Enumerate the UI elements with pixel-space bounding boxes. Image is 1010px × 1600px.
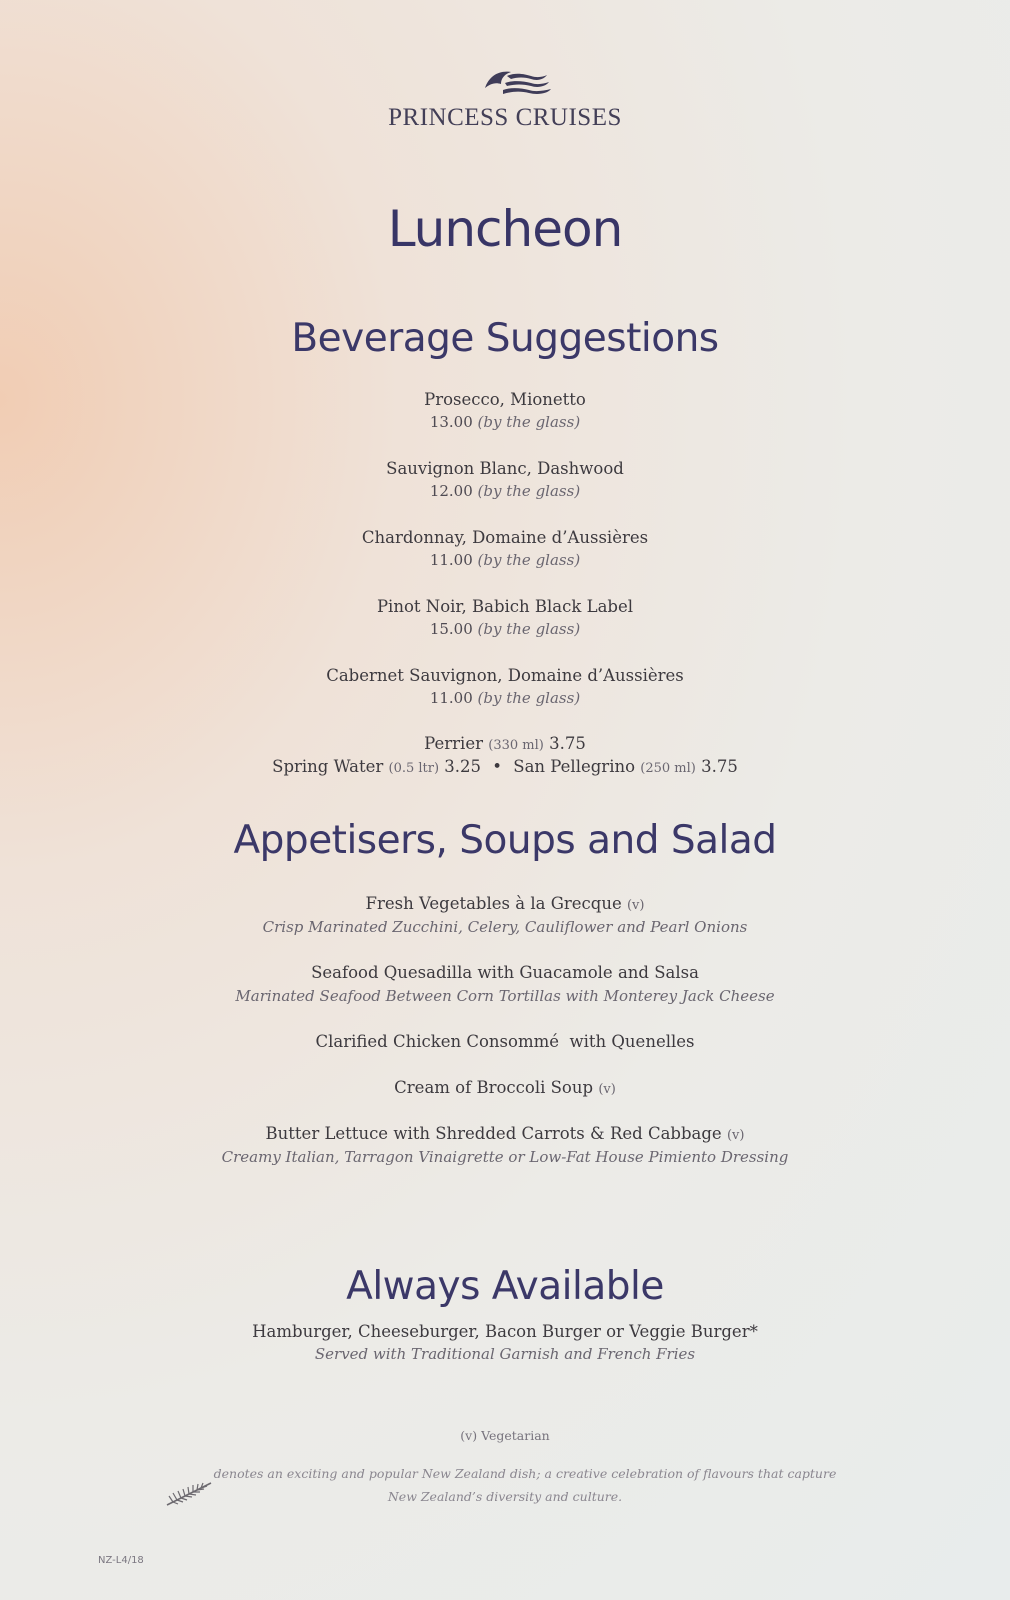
perrier-line — [0, 734, 1010, 753]
wine-price-line — [0, 482, 1010, 500]
wine-price: 11.00 — [429, 551, 473, 569]
vegetarian-legend: (v) Vegetarian — [460, 1428, 550, 1443]
dish-description: Creamy Italian, Tarragon Vinaigrette or Low-Fat House Pimiento Dressing — [221, 1148, 789, 1166]
wine-price-line — [0, 620, 1010, 638]
wine-serving-note: (by the glass) — [477, 620, 581, 638]
dish-name — [0, 1032, 1010, 1051]
vegetarian-mark: (v) — [726, 1128, 745, 1143]
wine-name: Pinot Noir, Babich Black Label — [376, 597, 634, 616]
wine-name: Sauvignon Blanc, Dashwood — [386, 459, 624, 478]
dish-description: Served with Traditional Garnish and French Fries — [314, 1345, 696, 1363]
water-name: Spring Water — [272, 757, 384, 776]
dish-title: Hamburger, Cheeseburger, Bacon Burger or Veggie Burger* — [252, 1322, 758, 1341]
water-size: (250 ml) — [640, 761, 696, 776]
water-name: Perrier — [424, 734, 483, 753]
dish-description: Marinated Seafood Between Corn Tortillas with Monterey Jack Cheese — [235, 987, 775, 1005]
fern-note-line: denotes an exciting and popular New Zealand dish; a creative celebration of flavours that capture — [213, 1466, 837, 1481]
always-available-heading: Always Available — [346, 1264, 664, 1309]
dish-title: Seafood Quesadilla with Guacamole and Salsa — [311, 963, 699, 982]
water-line — [0, 757, 1010, 776]
appetisers-heading: Appetisers, Soups and Salad — [233, 818, 777, 863]
water-price: 3.75 — [549, 734, 586, 753]
wine-price-line — [0, 551, 1010, 569]
water-price: 3.75 — [701, 757, 738, 776]
wine-serving-note: (by the glass) — [477, 551, 581, 569]
dish-name — [0, 1124, 1010, 1143]
vegetarian-mark: (v) — [598, 1082, 616, 1097]
dish-name — [0, 894, 1010, 913]
dish-title: Clarified Chicken Consommé with Quenelles — [315, 1032, 695, 1051]
vegetarian-mark: (v) — [626, 898, 645, 913]
princess-wave-logo-icon — [481, 66, 555, 100]
water-price: 3.25 — [444, 757, 482, 776]
dish-title: Butter Lettuce with Shredded Carrots & Red Cabbage — [265, 1124, 722, 1143]
water-name: San Pellegrino — [513, 757, 636, 776]
dish-title: Cream of Broccoli Soup — [394, 1078, 594, 1097]
wine-price: 15.00 — [429, 620, 473, 638]
wine-serving-note: (by the glass) — [477, 689, 581, 707]
wine-price: 13.00 — [429, 413, 473, 431]
wine-price-line — [0, 689, 1010, 707]
fern-note-line: New Zealand’s diversity and culture. — [387, 1489, 623, 1504]
wine-price: 11.00 — [429, 689, 473, 707]
dish-name — [0, 1078, 1010, 1097]
wine-serving-note: (by the glass) — [477, 413, 581, 431]
water-size: (0.5 ltr) — [388, 761, 440, 776]
wine-name: Chardonnay, Domaine d’Aussières — [361, 528, 649, 547]
beverage-heading: Beverage Suggestions — [291, 316, 719, 361]
menu-title: Luncheon — [387, 200, 623, 258]
dish-title: Fresh Vegetables à la Grecque — [365, 894, 622, 913]
bullet-separator: • — [492, 757, 503, 776]
wine-name: Cabernet Sauvignon, Domaine d’Aussières — [326, 666, 684, 685]
brand-name: PRINCESS CRUISES — [388, 104, 622, 131]
wine-name: Prosecco, Mionetto — [424, 390, 586, 409]
wine-price-line — [0, 413, 1010, 431]
menu-code: NZ-L4/18 — [98, 1555, 144, 1566]
wine-price: 12.00 — [429, 482, 473, 500]
dish-name — [0, 963, 1010, 982]
water-size: (330 ml) — [488, 738, 544, 753]
dish-description: Crisp Marinated Zucchini, Celery, Cauliflower and Pearl Onions — [262, 918, 748, 936]
wine-serving-note: (by the glass) — [477, 482, 581, 500]
